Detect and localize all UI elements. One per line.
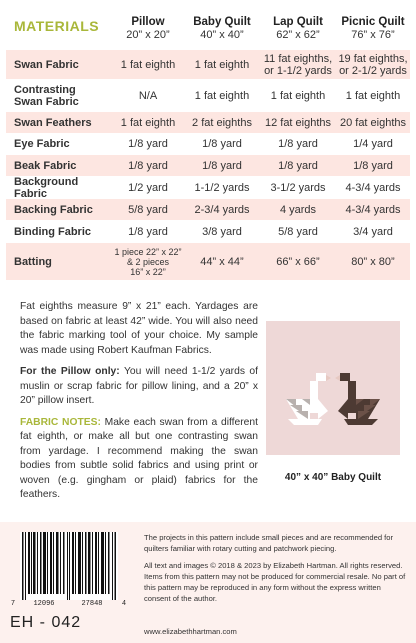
- table-cell: 19 fat eighths, or 2-1/2 yards: [338, 52, 408, 77]
- barcode-image: [20, 532, 118, 600]
- row-label: Swan Feathers: [14, 116, 92, 129]
- table-cell: 3/4 yard: [353, 225, 393, 238]
- notes-paragraph-pillow: For the Pillow only: You will need 1-1/2 yards of muslin or scrap fabric for pillow lining, and a 20” x 20” pillow insert.: [20, 366, 259, 406]
- table-cell: 5/8 yard: [278, 225, 318, 238]
- copyright-note: All text and images © 2018 & 2023 by Elizabeth Hartman. All rights reserved. Items from this pattern may not be produced for commercial resale. No part of this pattern may be reproduced in any form without the express written consent of the author.: [144, 561, 406, 603]
- table-cell: 3-1/2 yards: [270, 181, 326, 194]
- column-header-picnic-quilt: Picnic Quilt 76” x 76”: [341, 16, 405, 41]
- table-cell: 2 fat eighths: [192, 116, 252, 129]
- row-label: Background Fabric: [14, 175, 79, 200]
- table-cell: 4 yards: [279, 203, 317, 216]
- baby-quilt-illustration: [266, 321, 400, 455]
- website-link[interactable]: www.elizabethhartman.com: [144, 627, 237, 636]
- table-cell: 1 fat eighth: [194, 89, 250, 102]
- row-label: Contrasting Swan Fabric: [14, 83, 79, 108]
- footer: [0, 522, 416, 643]
- row-label: Beak Fabric: [14, 159, 77, 172]
- table-cell: 66” x 66”: [276, 255, 320, 268]
- table-cell: 4-3/4 yards: [345, 181, 401, 194]
- skill-note: The projects in this pattern include small pieces and are recommended for quilters familiar with rotary cutting and patchwork piecing.: [144, 533, 394, 553]
- table-cell: 20 fat eighths: [339, 116, 407, 129]
- table-cell: N/A: [138, 89, 158, 102]
- barcode-digits: 7 12096 27848 4: [10, 600, 127, 608]
- table-cell: 44” x 44”: [200, 255, 244, 268]
- swan-pair-image: [266, 321, 400, 455]
- table-row: [6, 221, 410, 243]
- table-header-row: [6, 8, 410, 50]
- pattern-sku: EH - 042: [10, 614, 82, 631]
- row-label: Eye Fabric: [14, 138, 70, 150]
- table-cell: 12 fat eighths: [264, 116, 332, 129]
- row-label: Backing Fabric: [14, 203, 93, 216]
- footer-text: [144, 532, 406, 610]
- quilt-caption: 40” x 40” Baby Quilt: [284, 472, 382, 483]
- table-cell: 1/4 yard: [353, 138, 393, 150]
- table-cell: 1/8 yard: [202, 159, 242, 172]
- materials-title: MATERIALS: [14, 18, 100, 34]
- table-cell: 1 fat eighth: [270, 89, 326, 102]
- barcode-panel: [6, 530, 132, 640]
- table-row: [6, 199, 410, 221]
- table-row: [6, 80, 410, 112]
- table-cell: 1/8 yard: [278, 138, 318, 150]
- table-row: [6, 243, 410, 281]
- row-label: Swan Fabric: [14, 58, 79, 71]
- table-cell: 80” x 80”: [351, 255, 395, 268]
- fabric-notes: [20, 300, 258, 510]
- column-header-baby-quilt: Baby Quilt 40” x 40”: [193, 16, 251, 41]
- table-cell: 1/8 yard: [128, 225, 168, 238]
- table-cell: 1 fat eighth: [345, 89, 401, 102]
- table-cell: 1 fat eighth: [120, 58, 176, 71]
- notes-paragraph: Fat eighths measure 9” x 21” each. Yardages are based on fabric at least 42” wide. You will also need the fabric marking tool of your choice. My sample was made using Robert Kaufman Fabrics.: [20, 301, 258, 356]
- table-cell: 3/8 yard: [202, 225, 242, 238]
- table-cell: 1/8 yard: [128, 138, 168, 150]
- table-cell: 5/8 yard: [128, 203, 168, 216]
- table-cell: 2-3/4 yards: [194, 203, 250, 216]
- table-cell: 11 fat eighths, or 1-1/2 yards: [263, 52, 333, 77]
- column-header-lap-quilt: Lap Quilt 62” x 62”: [273, 16, 323, 41]
- materials-table: [6, 8, 410, 281]
- table-row: [6, 155, 410, 177]
- table-row: [6, 177, 410, 199]
- table-cell: 1 piece 22” x 22” & 2 pieces 16” x 22”: [114, 246, 182, 277]
- notes-paragraph-fabric: FABRIC NOTES: Make each swan from a different fat eighth, or make all but one contrasting swan from yardage. I recommend making the swan bodies from subtle solid fabrics and using print or woven (e.g. gingham or plaid) fabrics for the feathers.: [20, 416, 258, 500]
- table-cell: 1 fat eighth: [194, 58, 250, 71]
- table-cell: 1/8 yard: [278, 159, 318, 172]
- table-row: [6, 134, 410, 155]
- column-header-pillow: Pillow 20” x 20”: [126, 16, 170, 41]
- table-cell: 1/8 yard: [353, 159, 393, 172]
- table-row: [6, 50, 410, 80]
- table-cell: 1 fat eighth: [120, 116, 176, 129]
- row-label: Binding Fabric: [14, 225, 91, 238]
- table-row: [6, 112, 410, 134]
- table-cell: 1/8 yard: [202, 138, 242, 150]
- table-cell: 4-3/4 yards: [345, 203, 401, 216]
- table-cell: 1-1/2 yards: [194, 181, 250, 194]
- table-cell: 1/2 yard: [128, 181, 168, 194]
- row-label: Batting: [14, 255, 52, 268]
- table-cell: 1/8 yard: [128, 159, 168, 172]
